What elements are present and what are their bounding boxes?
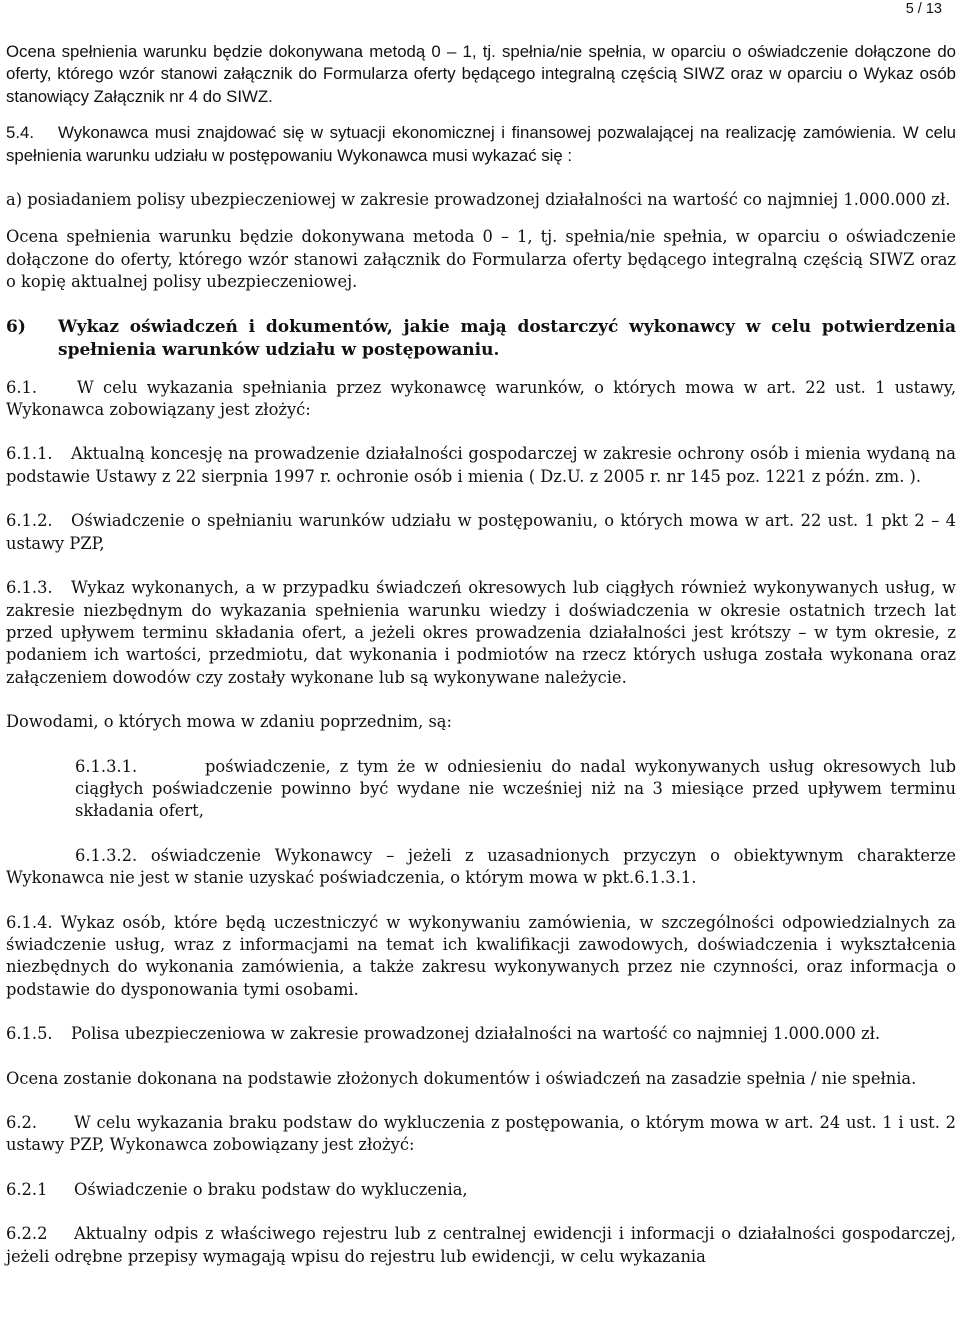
section-number: 6.1.3.2. <box>75 845 138 865</box>
section-text: Wykaz wykonanych, a w przypadku świadczeń okresowych lub ciągłych również wykonywanych usług, w zakresie niezbędnym do wykazania spełnienia warunku wiedzy i doświadczenia w okresie ostatnich trzech lat przed upływem terminu składania ofert, a jeżeli okres prowadzenia działalności jest krótszy – w tym okresie, z podaniem ich wartości, przedmiotu, dat wykonania i podmiotów na rzecz których usługa została wykonana oraz załączeniem dowodów czy zostały wykonane lub są wykonywane należycie. <box>6 578 956 687</box>
section-6-1-3-1 <box>75 756 956 823</box>
section-6-1-1 <box>6 443 956 488</box>
section-text: Aktualną koncesję na prowadzenie działalności gospodarczej w zakresie ochrony osób i mienia wydaną na podstawie Ustawy z 22 sierpnia 1997 r. ochronie osób i mienia ( Dz.U. z 2005 r. nr 145 poz. 1221 z późn. zm. ). <box>6 444 956 486</box>
section-6-2-1 <box>6 1179 956 1201</box>
section-number: 6.1. <box>6 377 38 397</box>
document-body <box>6 41 956 1268</box>
page-number: 5 / 13 <box>905 1 942 17</box>
section-6-2 <box>6 1112 956 1157</box>
section-6-1-4 <box>6 912 956 1002</box>
section-text: Wykonawca musi znajdować się w sytuacji ekonomicznej i finansowej pozwalającej na realizację zamówienia. W celu spełnienia warunku udziału w postępowaniu Wykonawca musi wykazać się : <box>6 123 956 165</box>
paragraph-evidence-intro: Dowodami, o których mowa w zdaniu poprzednim, są: <box>6 712 452 732</box>
section-number: 6.1.1. <box>6 444 53 464</box>
section-6-1-3 <box>6 577 956 689</box>
section-number: 6.2. <box>6 1113 38 1132</box>
paragraph-condition-assessment: Ocena spełnienia warunku będzie dokonywana metodą 0 – 1, tj. spełnia/nie spełnia, w oparciu o oświadczenie dołączone do oferty, którego wzór stanowi załącznik do Formularza oferty będącego integralną częścią SIWZ oraz w oparciu o Wykaz osób stanowiący Załącznik nr 4 do SIWZ. <box>6 42 956 106</box>
heading-number: 6) <box>6 316 26 337</box>
section-text: Oświadczenie o braku podstaw do wykluczenia, <box>74 1179 468 1199</box>
section-6-2-2 <box>6 1223 956 1268</box>
section-text: Polisa ubezpieczeniowa w zakresie prowadzonej działalności na wartość co najmniej 1.000.000 zł. <box>71 1024 881 1044</box>
section-text: oświadczenie Wykonawcy – jeżeli z uzasadnionych przyczyn o obiektywnym charakterze Wykonawca nie jest w stanie uzyskać poświadczenia, o którym mowa w pkt.6.1.3.1. <box>6 845 956 888</box>
section-text: W celu wykazania braku podstaw do wykluczenia z postępowania, o którym mowa w art. 24 ust. 1 i ust. 2 ustawy PZP, Wykonawca zobowiązany jest złożyć: <box>6 1113 956 1155</box>
section-5-4 <box>6 122 956 167</box>
section-text: poświadczenie, z tym że w odniesieniu do nadal wykonywanych usług okresowych lub ciągłych poświadczenie powinno być wydane nie wcześniej niż na 3 miesiące przed upływem terminu składania ofert, <box>75 756 956 821</box>
section-number: 6.1.2. <box>6 511 53 531</box>
section-number: 6.2.1 <box>6 1179 48 1199</box>
section-text: Oświadczenie o spełnianiu warunków udziału w postępowaniu, o których mowa w art. 22 ust. 1 pkt 2 – 4 ustawy PZP, <box>6 511 956 553</box>
section-6-1-2 <box>6 510 956 555</box>
paragraph-assessment-method: Ocena spełnienia warunku będzie dokonywana metoda 0 – 1, tj. spełnia/nie spełnia, w oparciu o oświadczenie dołączone do oferty, którego wzór stanowi załącznik do Formularza oferty będącego integralną częścią SIWZ oraz o kopię aktualnej polisy ubezpieczeniowej. <box>6 227 956 292</box>
section-text: W celu wykazania spełniania przez wykonawcę warunków, o których mowa w art. 22 ust. 1 ustawy, Wykonawca zobowiązany jest złożyć: <box>6 377 956 420</box>
section-number: 6.1.3. <box>6 578 53 598</box>
section-text: Wykaz osób, które będą uczestniczyć w wykonywaniu zamówienia, w szczególności odpowiedzialnych za świadczenie usług, wraz z informacjami na temat ich kwalifikacji zawodowych, doświadczenia i wykształcenia niezbędnych do wykonania zamówienia, a także zakresu wykonywanych przez nie czynności, oraz informacja o podstawie do dysponowania tymi osobami. <box>6 912 956 999</box>
section-number: 6.1.5. <box>6 1024 53 1044</box>
heading-text: Wykaz oświadczeń i dokumentów, jakie mają dostarczyć wykonawcy w celu potwierdzenia spełnienia warunków udziału w postępowaniu. <box>58 316 956 361</box>
section-6-1-5 <box>6 1023 956 1045</box>
section-text: Aktualny odpis z właściwego rejestru lub z centralnej ewidencji i informacji o działalności gospodarczej, jeżeli odrębne przepisy wymagają wpisu do rejestru lub ewidencji, w celu wykazania <box>6 1224 956 1266</box>
section-number: 6.2.2 <box>6 1224 48 1244</box>
section-6-1 <box>6 377 956 422</box>
section-6-1-3-2 <box>6 845 956 890</box>
section-number: 5.4. <box>6 123 34 143</box>
section-number: 6.1.4. <box>6 912 53 932</box>
section-heading-6 <box>6 316 956 363</box>
section-number: 6.1.3.1. <box>75 756 138 776</box>
paragraph-insurance-requirement: a) posiadaniem polisy ubezpieczeniowej w zakresie prowadzonej działalności na wartość co najmniej 1.000.000 zł. <box>6 190 951 210</box>
paragraph-assessment-summary: Ocena zostanie dokonana na podstawie złożonych dokumentów i oświadczeń na zasadzie spełnia / nie spełnia. <box>6 1068 917 1088</box>
